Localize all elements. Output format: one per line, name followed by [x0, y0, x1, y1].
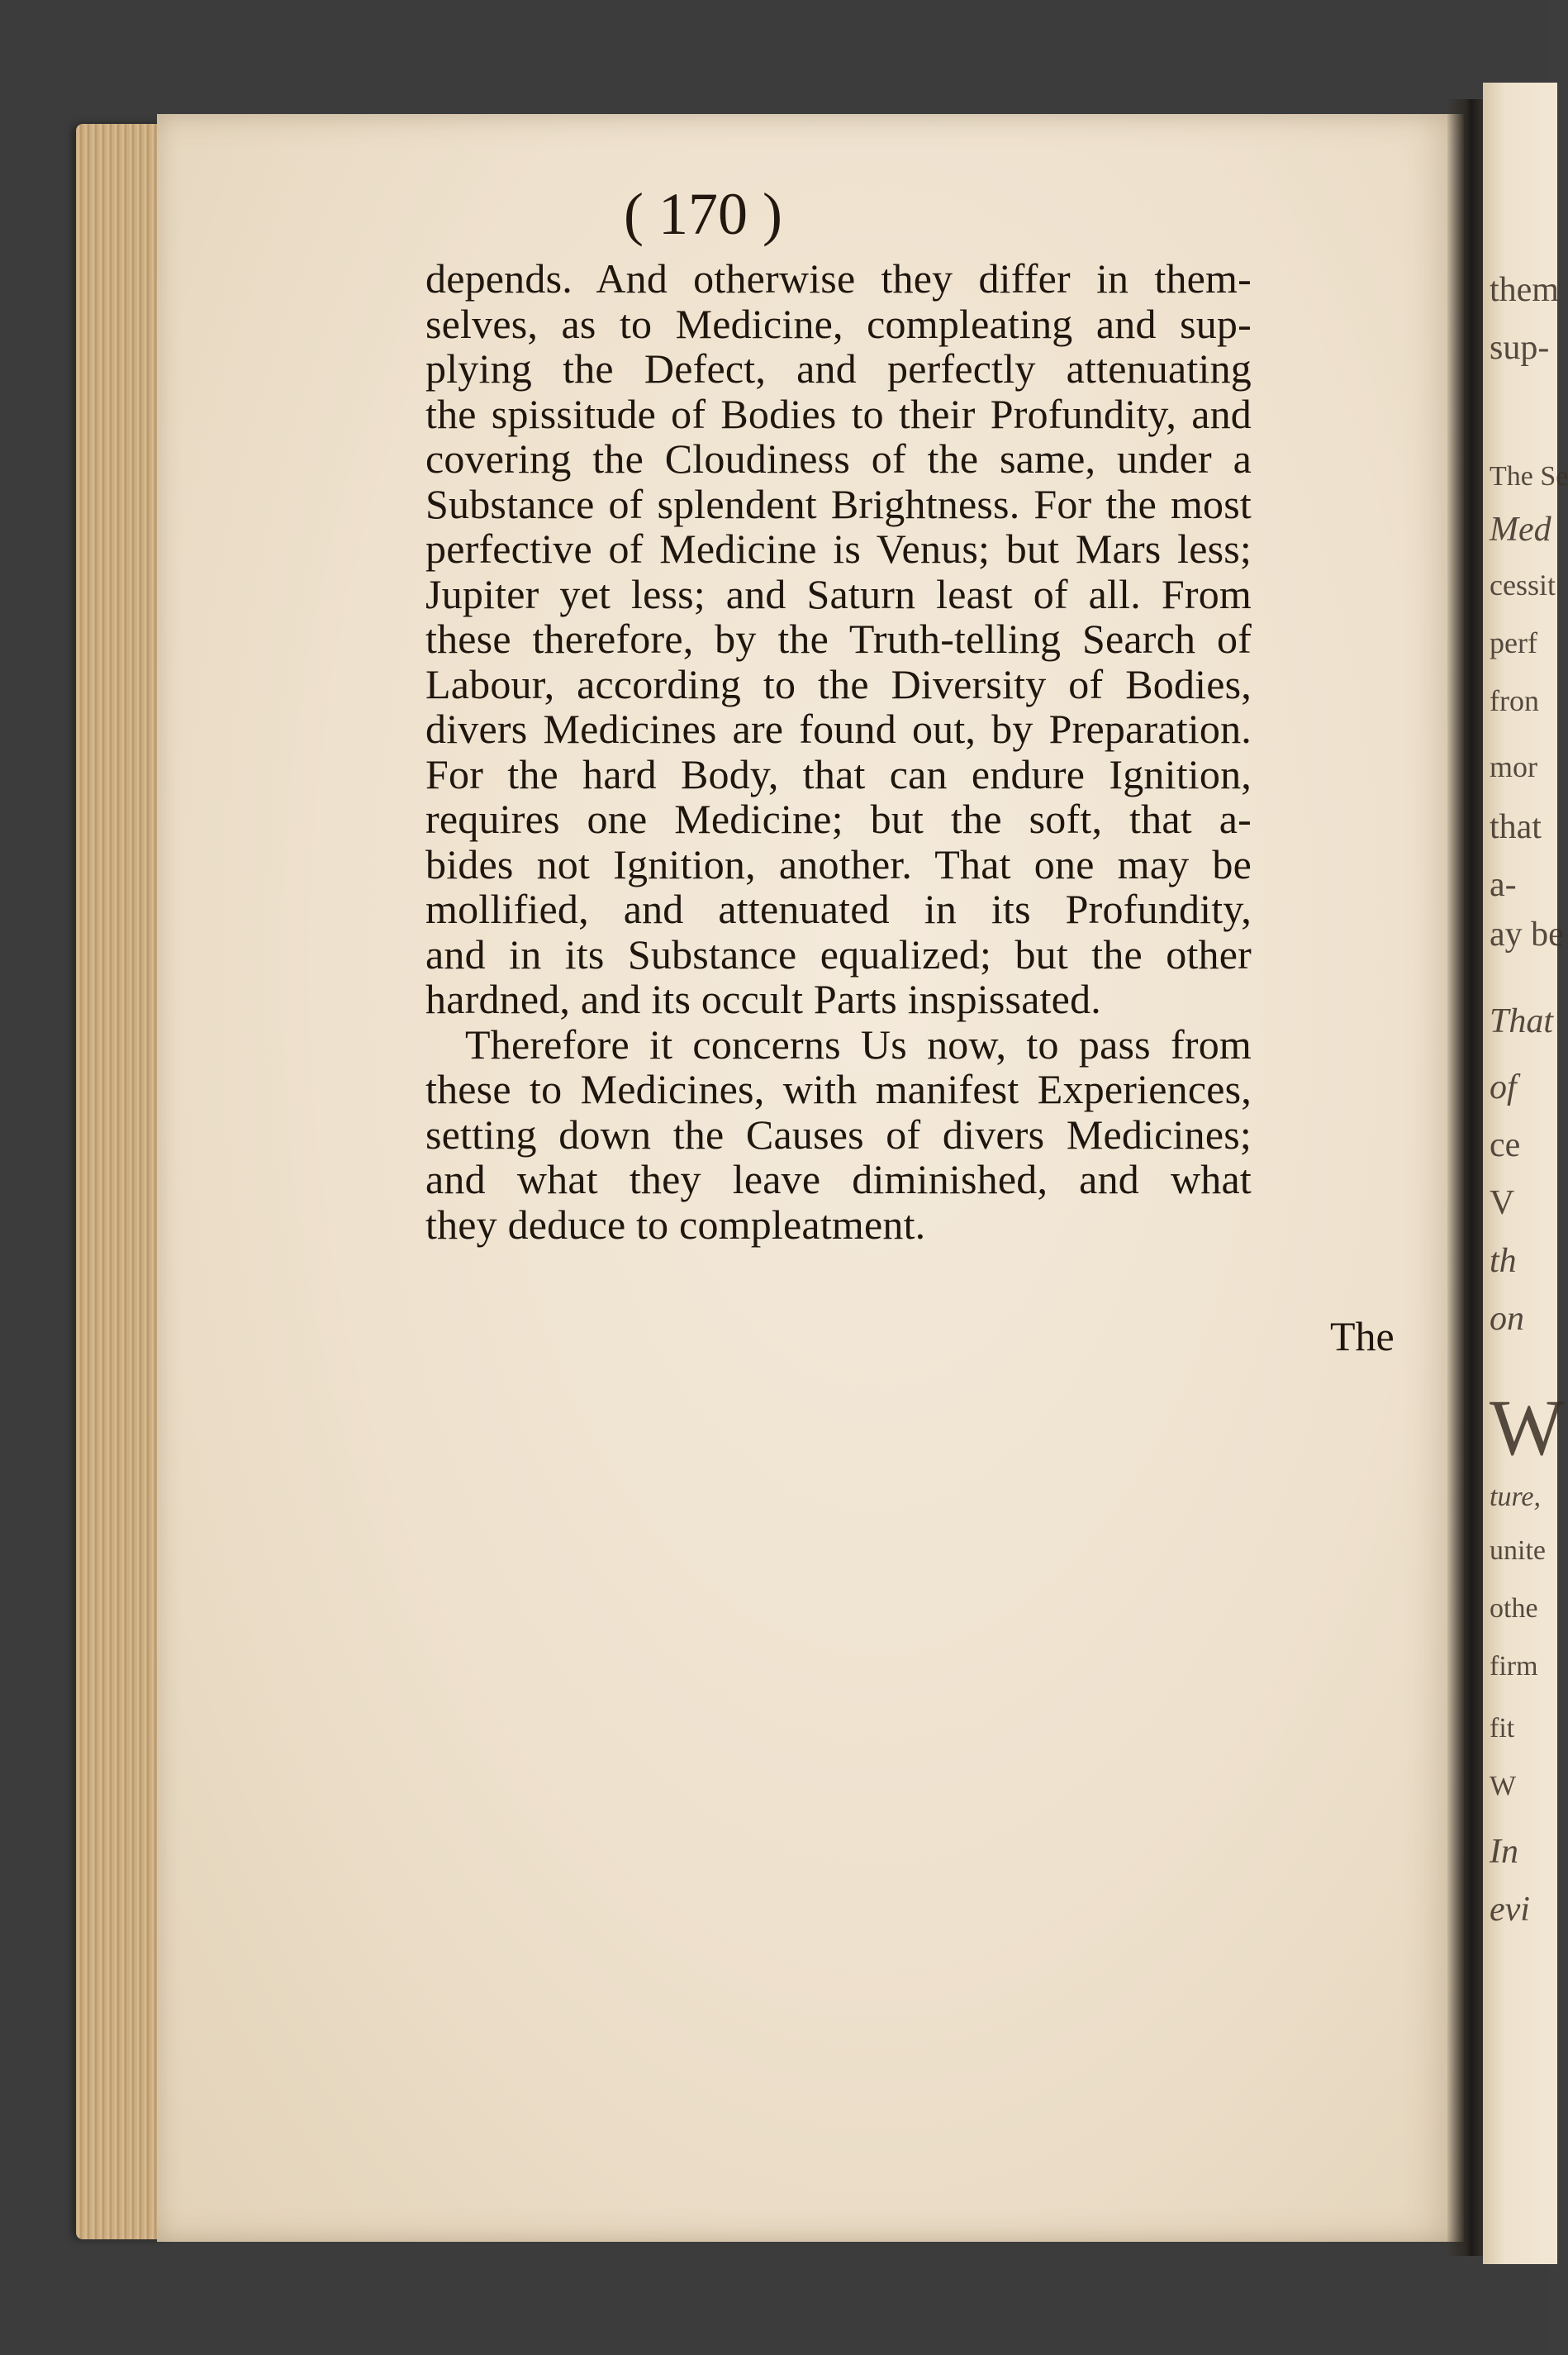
text-line: Therefore it concerns Us now, to pass from — [465, 1020, 1252, 1068]
facing-fragment: ay be — [1490, 916, 1564, 954]
page-number: ( 170 ) — [624, 181, 782, 247]
facing-fragment: That — [1490, 1002, 1554, 1040]
facing-fragment: fit — [1490, 1713, 1515, 1744]
facing-fragment: firm — [1490, 1651, 1538, 1682]
facing-page — [1483, 83, 1568, 2264]
text-line: covering the Cloudiness of the same, under a — [425, 435, 1252, 482]
facing-fragment: that — [1490, 808, 1542, 846]
gutter-shadow — [1447, 99, 1487, 2256]
text-line: Labour, according to the Diversity of Bodies, — [425, 660, 1252, 707]
facing-fragment: W — [1490, 1383, 1565, 1472]
facing-fragment: mor — [1490, 750, 1537, 783]
text-line: requires one Medicine; but the soft, that a- — [425, 796, 1252, 842]
page-edges — [76, 124, 167, 2239]
text-line: depends. And otherwise they differ in them- — [425, 255, 1252, 302]
text-line: and what they leave diminished, and what — [425, 1156, 1252, 1202]
facing-fragment: ce — [1490, 1126, 1521, 1164]
text-line: selves, as to Medicine, compleating and sup- — [425, 300, 1252, 347]
catchword: The — [1330, 1313, 1395, 1359]
facing-fragment: unite — [1490, 1535, 1546, 1566]
text-line: Substance of splendent Brightness. For the most — [425, 480, 1252, 527]
text-line: plying the Defect, and perfectly attenuating — [425, 345, 1252, 392]
facing-fragment: The Se — [1490, 461, 1568, 492]
facing-fragment: of — [1490, 1068, 1517, 1106]
facing-fragment: V — [1490, 1184, 1515, 1222]
facing-fragment: fron — [1490, 684, 1539, 717]
text-line: these to Medicines, with manifest Experiences, — [425, 1066, 1252, 1112]
text-line: bides not Ignition, another. That one may be — [425, 840, 1252, 887]
text-line: setting down the Causes of divers Medicines; — [425, 1111, 1252, 1158]
body-text — [425, 256, 1252, 1247]
text-line: these therefore, by the Truth-telling Search of — [425, 616, 1252, 662]
facing-fragment: evi — [1490, 1891, 1530, 1929]
facing-fragment: ture, — [1490, 1482, 1542, 1512]
facing-fragment: th — [1490, 1242, 1517, 1280]
facing-fragment: Med — [1490, 511, 1551, 549]
facing-fragment: In — [1490, 1833, 1518, 1871]
facing-fragment: othe — [1490, 1593, 1538, 1624]
text-line: perfective of Medicine is Venus; but Mars less; — [425, 526, 1252, 572]
facing-fragment: sup- — [1490, 329, 1550, 367]
text-line: hardned, and its occult Parts inspissated. — [425, 976, 1101, 1022]
text-line: and in its Substance equalized; but the other — [425, 930, 1252, 978]
facing-fragment: perf — [1490, 626, 1537, 659]
facing-fragment: cessit — [1490, 569, 1556, 602]
facing-fragment: them — [1490, 271, 1559, 309]
facing-fragment: a- — [1490, 866, 1517, 904]
book-page — [157, 114, 1464, 2242]
text-line: they deduce to compleatment. — [425, 1201, 926, 1248]
facing-fragment: W — [1490, 1771, 1517, 1801]
facing-fragment: on — [1490, 1300, 1524, 1338]
text-line: For the hard Body, that can endure Ignition, — [425, 750, 1252, 797]
text-line: the spissitude of Bodies to their Profundity, and — [425, 390, 1252, 437]
text-line: Jupiter yet less; and Saturn least of all. From — [425, 570, 1252, 617]
text-line: divers Medicines are found out, by Preparation. — [425, 706, 1252, 752]
text-line: mollified, and attenuated in its Profundity, — [425, 886, 1252, 932]
